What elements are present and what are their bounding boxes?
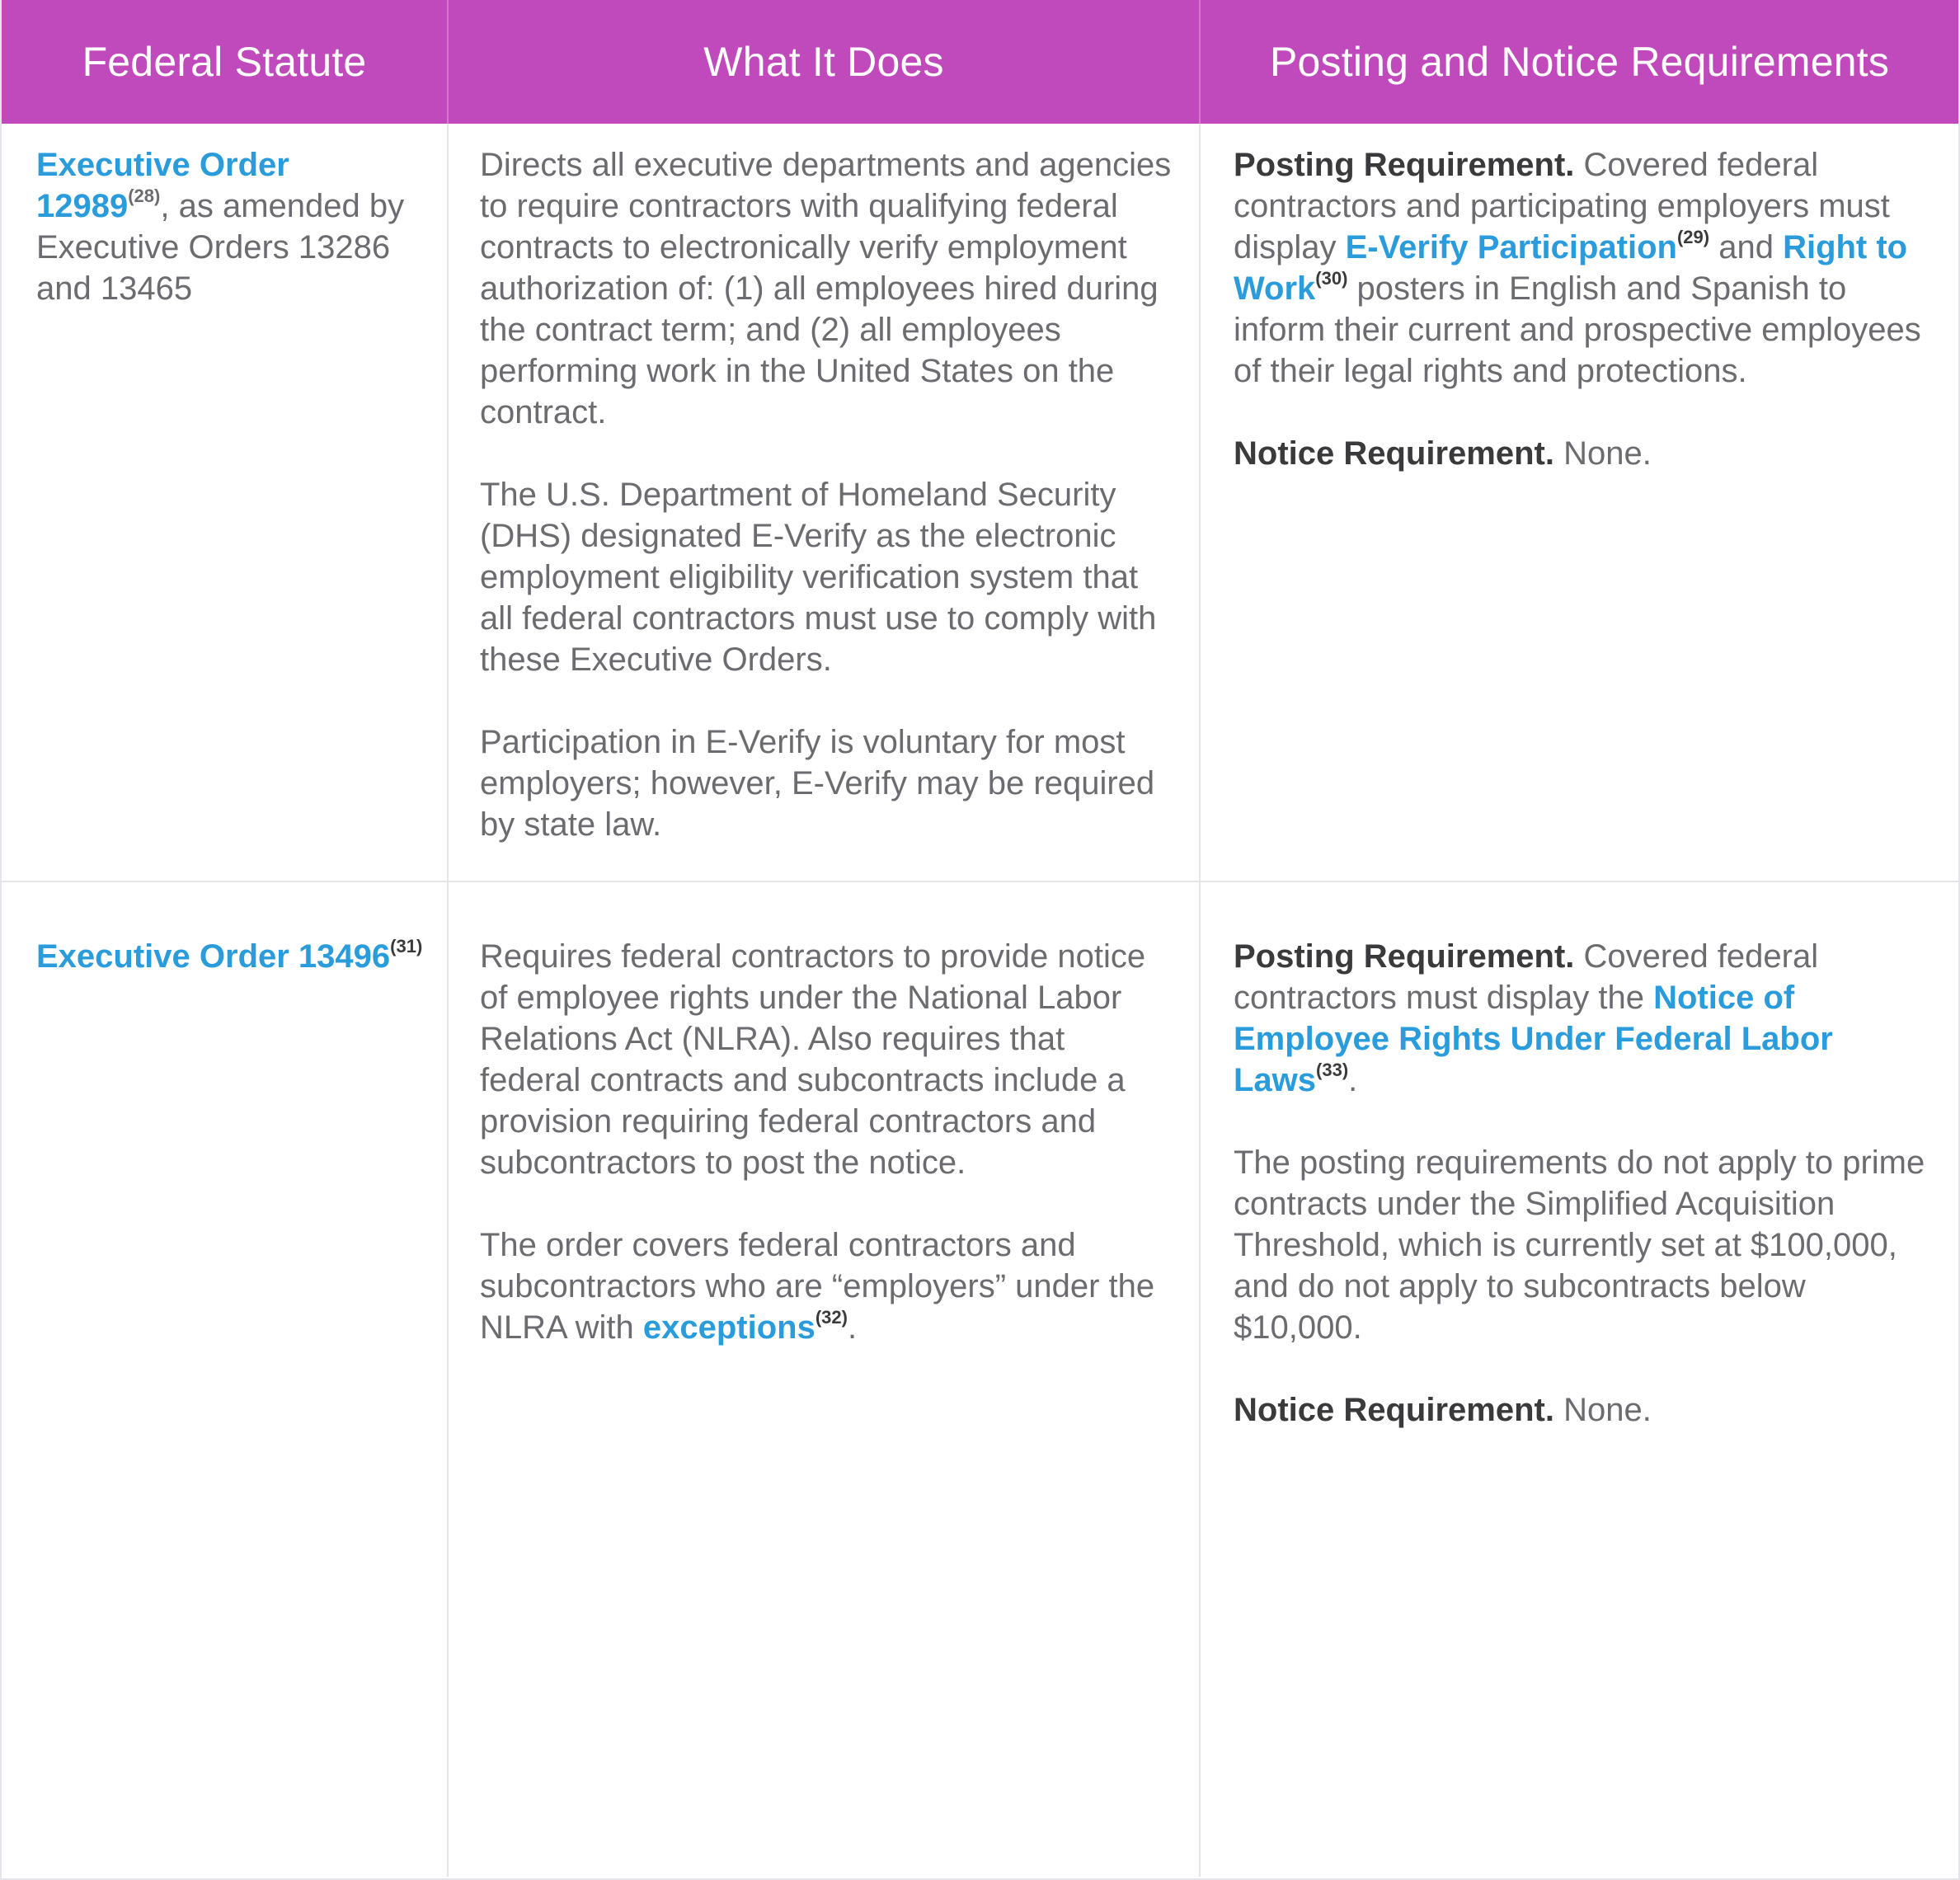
notice-requirement xyxy=(1234,433,1942,474)
description-cell xyxy=(447,124,1199,886)
requirements-cell xyxy=(1199,124,1958,886)
posting-requirement xyxy=(1234,936,1942,1101)
header-federal-statute: Federal Statute xyxy=(82,39,367,85)
description-paragraph: Participation in E-Verify is voluntary for most employers; however, E-Verify may be required by state law. xyxy=(480,724,1155,843)
footnote-ref[interactable]: (28) xyxy=(128,186,161,206)
header-what-it-does: What It Does xyxy=(447,0,1199,124)
posting-text: . xyxy=(1348,1062,1358,1098)
posting-label: Posting Requirement. xyxy=(1234,938,1575,975)
threshold-paragraph: The posting requirements do not apply to prime contracts under the Simplified Acquisition Threshold, which is currently set at $100,000, and do not apply to subcontracts below $10,000. xyxy=(1234,1144,1925,1346)
footnote-ref[interactable]: (29) xyxy=(1676,227,1710,247)
notice-label: Notice Requirement. xyxy=(1234,1392,1554,1428)
description-paragraph: Directs all executive departments and agencies to require contractors with qualifying federal contracts to electronically verify employment authorization of: (1) all employees hired during the contract term; and (2) all employees performing work in the United States on the contract. xyxy=(480,147,1172,430)
statute-link[interactable]: Executive Order 13496 xyxy=(36,938,391,975)
statute-link[interactable]: Executive Order 12989 xyxy=(36,147,289,224)
description-paragraph: The U.S. Department of Homeland Security (DHS) designated E-Verify as the electronic employment eligibility verification system that all federal contractors must use to comply with these Executive Orders. xyxy=(480,477,1157,678)
posting-text: and xyxy=(1709,229,1784,266)
right-to-work-link[interactable]: Right to Work xyxy=(1234,229,1908,307)
header-posting-notice: Posting and Notice Requirements xyxy=(1199,0,1958,124)
notice-text: None. xyxy=(1553,1392,1652,1428)
footnote-ref[interactable]: (33) xyxy=(1316,1060,1349,1080)
exceptions-link[interactable]: exceptions xyxy=(642,1309,815,1346)
posting-requirement xyxy=(1234,144,1942,392)
footnote-ref[interactable]: (31) xyxy=(390,936,423,956)
posting-text: posters in English and Spanish to inform their current and prospective employees of their legal rights and protections. xyxy=(1234,270,1921,389)
statute-cell xyxy=(2,124,447,886)
table-row xyxy=(2,882,1958,1877)
description-text: The order covers federal contractors and subcontractors who are “employers” under the NLRA with xyxy=(480,1227,1155,1346)
notice-label: Notice Requirement. xyxy=(1234,435,1554,472)
table-row xyxy=(2,124,1958,882)
description-text: . xyxy=(847,1309,858,1346)
footnote-ref[interactable]: (30) xyxy=(1315,268,1348,289)
posting-text: Covered federal contractors and participating employers must display xyxy=(1234,147,1890,266)
statute-cell xyxy=(2,882,447,1877)
description-paragraph xyxy=(480,1224,1174,1348)
notice-of-employee-rights-link[interactable]: Notice of Employee Rights Under Federal Labor Laws xyxy=(1234,980,1833,1098)
notice-requirement xyxy=(1234,1389,1942,1431)
notice-text: None. xyxy=(1553,435,1652,472)
posting-label: Posting Requirement. xyxy=(1234,147,1575,183)
e-verify-participation-link[interactable]: E-Verify Participation xyxy=(1345,229,1677,266)
description-cell xyxy=(447,882,1199,1877)
requirements-cell xyxy=(1199,882,1958,1877)
footnote-ref[interactable]: (32) xyxy=(815,1307,848,1328)
description-paragraph: Requires federal contractors to provide notice of employee rights under the National Labor Relations Act (NLRA). Also requires that federal contracts and subcontracts include a provision requiring federal contractors and subcontractors to post the notice. xyxy=(480,938,1146,1181)
posting-text: Covered federal contractors must display the xyxy=(1234,938,1819,1016)
table-header xyxy=(2,0,1958,124)
statute-note: , as amended by Executive Orders 13286 and 13465 xyxy=(36,188,405,307)
